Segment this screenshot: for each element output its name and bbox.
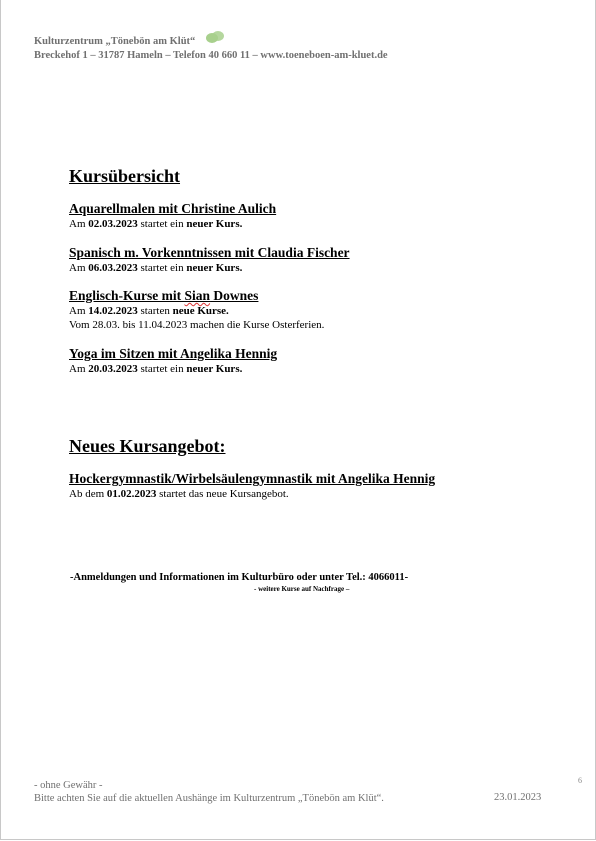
letterhead-address: Breckehof 1 – 31787 Hameln – Telefon 40 660 11 – www.toeneboen-am-kluet.de bbox=[34, 50, 388, 61]
registration-notice: -Anmeldungen und Informationen im Kulturbüro oder unter Tel.: 4066011- bbox=[70, 572, 409, 583]
course-title: Aquarellmalen mit Christine Aulich bbox=[69, 201, 277, 216]
course-block bbox=[69, 471, 435, 501]
course-info: Am 02.03.2023 startet ein neuer Kurs. bbox=[69, 218, 243, 230]
leaf-logo-icon bbox=[205, 30, 225, 44]
course-block bbox=[69, 346, 277, 376]
more-courses-note: - weitere Kurse auf Nachfrage – bbox=[254, 585, 350, 593]
course-title: Englisch-Kurse mit Sian Downes bbox=[69, 288, 259, 303]
course-block bbox=[69, 288, 324, 332]
footer-disclaimer: - ohne Gewähr - bbox=[34, 780, 103, 791]
course-block bbox=[69, 201, 276, 231]
page-number: 6 bbox=[578, 776, 582, 785]
course-block bbox=[69, 245, 350, 275]
letterhead-name: Kulturzentrum „Tönebön am Klüt“ bbox=[34, 36, 196, 47]
course-title: Spanisch m. Vorkenntnissen mit Claudia Fischer bbox=[69, 245, 350, 260]
footer-notice: Bitte achten Sie auf die aktuellen Aushänge im Kulturzentrum „Tönebön am Klüt“. bbox=[34, 793, 384, 804]
course-extra-info: Vom 28.03. bis 11.04.2023 machen die Kurse Osterferien. bbox=[69, 319, 325, 331]
course-info: Am 06.03.2023 startet ein neuer Kurs. bbox=[69, 262, 243, 274]
course-title: Hockergymnastik/Wirbelsäulengymnastik mit Angelika Hennig bbox=[69, 471, 436, 486]
section-title-neues-kursangebot: Neues Kursangebot: bbox=[69, 436, 226, 456]
course-info: Ab dem 01.02.2023 startet das neue Kursangebot. bbox=[69, 488, 289, 500]
course-title: Yoga im Sitzen mit Angelika Hennig bbox=[69, 346, 278, 361]
footer bbox=[34, 779, 384, 805]
section-title-kursuebersicht: Kursübersicht bbox=[69, 166, 181, 186]
footer-date: 23.01.2023 bbox=[494, 792, 542, 803]
course-info: Am 14.02.2023 starten neue Kurse. bbox=[69, 305, 229, 317]
course-info: Am 20.03.2023 startet ein neuer Kurs. bbox=[69, 363, 243, 375]
